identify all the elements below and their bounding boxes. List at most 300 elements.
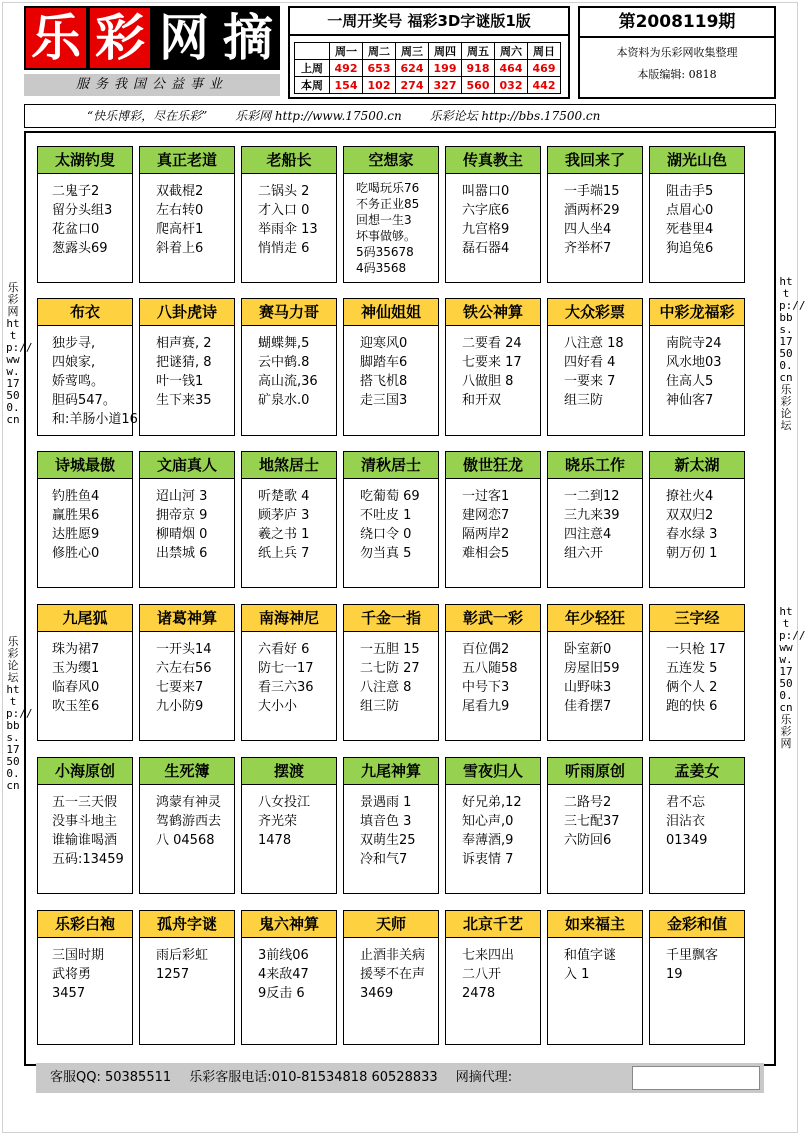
- riddle-line: 大小小: [258, 699, 298, 714]
- riddle-author: 摆渡: [242, 758, 336, 785]
- riddle-card: [547, 298, 643, 436]
- riddle-author: 诗城最傲: [38, 452, 132, 479]
- riddle-text: [446, 938, 540, 1003]
- riddle-line: 六字底6: [462, 203, 510, 218]
- riddle-text: [140, 632, 234, 716]
- riddle-card: [241, 757, 337, 894]
- riddle-line: 出禁城 6: [156, 546, 208, 561]
- riddle-line: 止酒非关病: [360, 948, 426, 963]
- riddle-card: [241, 451, 337, 588]
- riddle-text: [242, 632, 336, 716]
- riddle-line: 泪沾衣: [666, 814, 706, 829]
- riddle-line: 和开双: [462, 393, 502, 408]
- riddle-card: [37, 298, 138, 436]
- riddle-line: 迢山河 3: [156, 489, 208, 504]
- riddle-grid: [24, 131, 776, 1066]
- riddle-line: 难相会5: [462, 546, 510, 561]
- riddle-card: [445, 757, 541, 894]
- riddle-line: 入 1: [564, 967, 590, 982]
- riddle-text: [140, 785, 234, 850]
- draw-number: 032: [495, 77, 528, 94]
- logo-char-4: 摘: [216, 6, 280, 70]
- right-side-site-text: http://www.17500.cn 乐彩网: [779, 605, 806, 750]
- riddle-line: 九小防9: [156, 699, 204, 714]
- riddle-text: [242, 479, 336, 563]
- riddle-card: [547, 451, 643, 588]
- riddle-line: 1478: [258, 833, 292, 848]
- riddle-text: [548, 938, 642, 984]
- riddle-line: 五一三天假: [52, 795, 118, 810]
- riddle-card: [649, 298, 745, 436]
- riddle-text: [446, 785, 540, 869]
- riddle-line: 吃葡萄 69: [360, 489, 420, 504]
- riddle-line: 跑的快 6: [666, 699, 718, 714]
- riddle-line: 回想一生3: [356, 213, 412, 227]
- riddle-card: [547, 604, 643, 741]
- riddle-line: 房屋旧59: [564, 661, 620, 676]
- riddle-line: 和值字谜: [564, 948, 617, 963]
- riddle-line: 吃喝玩乐76: [356, 181, 420, 195]
- riddle-line: 君不忘: [666, 795, 706, 810]
- riddle-line: 双萌生25: [360, 833, 416, 848]
- riddle-line: 脚踏车6: [360, 355, 408, 370]
- draw-results-title: 一周开奖号 福彩3D字谜版1版: [290, 8, 568, 36]
- riddle-line: 二八开: [462, 967, 502, 982]
- riddle-line: 风水地03: [666, 355, 722, 370]
- draw-number: 199: [429, 60, 462, 77]
- riddle-card: [37, 451, 133, 588]
- riddle-author: 千金一指: [344, 605, 438, 632]
- riddle-line: 组六开: [564, 546, 604, 561]
- weekday: 周四: [429, 43, 462, 60]
- riddle-line: 奉薄酒,9: [462, 833, 514, 848]
- riddle-line: 冷和气7: [360, 852, 408, 867]
- riddle-line: 好兄弟,12: [462, 795, 522, 810]
- riddle-line: 南院寺24: [666, 336, 722, 351]
- riddle-author: 九尾神算: [344, 758, 438, 785]
- riddle-line: 19: [666, 967, 683, 982]
- riddle-text: [650, 174, 744, 258]
- riddle-author: 传真教主: [446, 147, 540, 174]
- customer-qq: 客服QQ: 50385511: [50, 1070, 172, 1085]
- riddle-author: 铁公神算: [446, 299, 540, 326]
- riddle-author: 真正老道: [140, 147, 234, 174]
- riddle-line: 娇莺鸣。: [52, 374, 105, 389]
- riddle-line: 八注意 18: [564, 336, 624, 351]
- riddle-text: [140, 326, 234, 410]
- riddle-line: 三九来39: [564, 508, 620, 523]
- riddle-line: 四人坐4: [564, 222, 612, 237]
- riddle-line: 柳晴烟 0: [156, 527, 208, 542]
- riddle-line: 二鬼子2: [52, 184, 100, 199]
- editor-note: 本版编辑: 0818: [637, 68, 717, 81]
- draw-number: 560: [462, 77, 495, 94]
- logo-char-2: 彩: [88, 6, 152, 70]
- draw-number: 469: [528, 60, 561, 77]
- logo-char-1: 乐: [24, 6, 88, 70]
- weekly-draw-table: [294, 42, 561, 94]
- this-week-label: 本周: [295, 77, 330, 94]
- riddle-line: 不吐皮 1: [360, 508, 412, 523]
- riddle-text: [242, 174, 336, 258]
- customer-phone: 乐彩客服电话:010-81534818 60528833: [189, 1070, 438, 1085]
- riddle-line: 建网恋7: [462, 508, 510, 523]
- riddle-line: 谁输谁喝酒: [52, 833, 118, 848]
- riddle-author: 雪夜归人: [446, 758, 540, 785]
- riddle-text: [344, 938, 438, 1003]
- riddle-card: [139, 604, 235, 741]
- riddle-line: 绕口令 0: [360, 527, 412, 542]
- riddle-line: 听楚歌 4: [258, 489, 310, 504]
- riddle-line: 七要来7: [156, 680, 204, 695]
- riddle-line: 一开头14: [156, 642, 212, 657]
- riddle-author: 地煞居士: [242, 452, 336, 479]
- riddle-author: 神仙姐姐: [344, 299, 438, 326]
- riddle-card: [343, 604, 439, 741]
- riddle-line: 五连发 5: [666, 661, 718, 676]
- riddle-card: [547, 910, 643, 1045]
- riddle-text: [140, 174, 234, 258]
- weekday: 周三: [396, 43, 429, 60]
- draw-number: 653: [363, 60, 396, 77]
- riddle-line: 四好看 4: [564, 355, 616, 370]
- site-link[interactable]: 乐彩网 http://www.17500.cn: [235, 109, 402, 123]
- riddle-line: 尾看九9: [462, 699, 510, 714]
- riddle-line: 不务正业85: [356, 197, 420, 211]
- riddle-line: 三七配37: [564, 814, 620, 829]
- draw-results-box: [288, 6, 570, 99]
- riddle-line: 云中鹤.8: [258, 355, 310, 370]
- riddle-line: 二路号2: [564, 795, 612, 810]
- riddle-author: 如来福主: [548, 911, 642, 938]
- riddle-text: [38, 785, 132, 869]
- riddle-line: 双截棍2: [156, 184, 204, 199]
- riddle-line: 五码:13459: [52, 852, 124, 867]
- riddle-text: [548, 632, 642, 716]
- riddle-line: 齐举杯7: [564, 241, 612, 256]
- riddle-line: 01349: [666, 833, 708, 848]
- draw-number: 442: [528, 77, 561, 94]
- riddle-card: [445, 451, 541, 588]
- riddle-line: 九宫格9: [462, 222, 510, 237]
- riddle-line: 1257: [156, 967, 190, 982]
- issue-box: [578, 6, 776, 99]
- riddle-author: 生死簿: [140, 758, 234, 785]
- riddle-line: 左右转0: [156, 203, 204, 218]
- riddle-text: [548, 785, 642, 850]
- riddle-card: [649, 604, 745, 741]
- riddle-line: 爬高杆1: [156, 222, 204, 237]
- riddle-card: [343, 451, 439, 588]
- riddle-line: 酒两杯29: [564, 203, 620, 218]
- riddle-line: 八注意 8: [360, 680, 412, 695]
- riddle-author: 北京千艺: [446, 911, 540, 938]
- riddle-line: 点眉心0: [666, 203, 714, 218]
- riddle-line: 珠为裙7: [52, 642, 100, 657]
- riddle-line: 六左右56: [156, 661, 212, 676]
- riddle-line: 卧室新0: [564, 642, 612, 657]
- riddle-text: [344, 479, 438, 563]
- riddle-line: 双双归2: [666, 508, 714, 523]
- riddle-text: [650, 632, 744, 716]
- riddle-line: 钓胜鱼4: [52, 489, 100, 504]
- riddle-line: 山野味3: [564, 680, 612, 695]
- riddle-text: [38, 938, 132, 1003]
- riddle-author: 孟姜女: [650, 758, 744, 785]
- logo-char-3: 网: [152, 6, 216, 70]
- riddle-line: 二七防 27: [360, 661, 420, 676]
- riddle-line: 阻击手5: [666, 184, 714, 199]
- riddle-text: [242, 785, 336, 850]
- riddle-line: 3469: [360, 986, 394, 1001]
- riddle-text: [38, 174, 132, 258]
- riddle-author: 九尾狐: [38, 605, 132, 632]
- agent-label: 网摘代理:: [455, 1070, 513, 1085]
- last-week-row: [295, 60, 561, 77]
- draw-number: 154: [330, 77, 363, 94]
- agent-input[interactable]: [632, 1066, 760, 1090]
- riddle-line: 矿泉水.0: [258, 393, 310, 408]
- riddle-text: [242, 326, 336, 410]
- riddle-text: [38, 479, 132, 563]
- riddle-card: [445, 298, 541, 436]
- draw-number: 464: [495, 60, 528, 77]
- draw-number: 327: [429, 77, 462, 94]
- riddle-author: 晓乐工作: [548, 452, 642, 479]
- riddle-text: [548, 479, 642, 563]
- riddle-line: 齐光荣: [258, 814, 298, 829]
- riddle-line: 3前线06: [258, 948, 309, 963]
- riddle-card: [445, 604, 541, 741]
- riddle-line: 3457: [52, 986, 86, 1001]
- riddle-line: 相声赛, 2: [156, 336, 212, 351]
- riddle-line: 顾茅庐 3: [258, 508, 310, 523]
- riddle-text: [242, 938, 336, 1003]
- riddle-line: 武将勇: [52, 967, 92, 982]
- riddle-card: [241, 604, 337, 741]
- riddle-author: 孤舟字谜: [140, 911, 234, 938]
- riddle-text: [548, 174, 642, 258]
- riddle-author: 我回来了: [548, 147, 642, 174]
- last-week-label: 上周: [295, 60, 330, 77]
- riddle-author: 湖光山色: [650, 147, 744, 174]
- riddle-author: 文庙真人: [140, 452, 234, 479]
- riddle-line: 鸿蒙有神灵: [156, 795, 222, 810]
- riddle-line: 修胜心0: [52, 546, 100, 561]
- riddle-line: 吹玉笙6: [52, 699, 100, 714]
- riddle-line: 百位偶2: [462, 642, 510, 657]
- motto: “快乐博彩，尽在乐彩”: [87, 109, 208, 123]
- riddle-line: 5码35678: [356, 245, 414, 259]
- riddle-author: 金彩和值: [650, 911, 744, 938]
- riddle-card: [547, 757, 643, 894]
- riddle-line: 达胜愿9: [52, 527, 100, 542]
- riddle-line: 留分头组3: [52, 203, 113, 218]
- riddle-card: [241, 298, 337, 436]
- riddle-line: 9反击 6: [258, 986, 305, 1001]
- riddle-line: 没事斗地主: [52, 814, 118, 829]
- riddle-line: 八 04568: [156, 833, 215, 848]
- riddle-line: 4码3568: [356, 261, 407, 275]
- riddle-author: 太湖钓叟: [38, 147, 132, 174]
- riddle-line: 二锅头 2: [258, 184, 310, 199]
- riddle-author: 老船长: [242, 147, 336, 174]
- riddle-line: 走三国3: [360, 393, 408, 408]
- riddle-line: 防七一17: [258, 661, 314, 676]
- riddle-line: 一只枪 17: [666, 642, 726, 657]
- riddle-card: [241, 910, 337, 1045]
- riddle-line: 佳肴摆7: [564, 699, 612, 714]
- riddle-line: 狗追兔6: [666, 241, 714, 256]
- riddle-text: [650, 479, 744, 563]
- riddle-line: 羲之书 1: [258, 527, 310, 542]
- riddle-line: 援琴不在声: [360, 967, 426, 982]
- riddle-card: [37, 146, 133, 283]
- riddle-line: 四娘家,: [52, 355, 96, 370]
- riddle-line: 独步寻,: [52, 336, 96, 351]
- riddle-line: 斜着上6: [156, 241, 204, 256]
- riddle-line: 组三防: [360, 699, 400, 714]
- riddle-card: [547, 146, 643, 283]
- left-side-forum-text: 乐彩论坛 http://bbs.17500.cn: [6, 635, 33, 792]
- riddle-line: 叶一钱1: [156, 374, 204, 389]
- draw-number: 102: [363, 77, 396, 94]
- riddle-text: [140, 938, 234, 984]
- riddle-line: 五八随58: [462, 661, 518, 676]
- riddle-author: 小海原创: [38, 758, 132, 785]
- weekday: 周日: [528, 43, 561, 60]
- riddle-line: 举雨伞 13: [258, 222, 318, 237]
- site-logo: [24, 6, 280, 70]
- riddle-line: 一过客1: [462, 489, 510, 504]
- riddle-line: 景遇雨 1: [360, 795, 412, 810]
- riddle-card: [241, 146, 337, 283]
- riddle-card: [343, 757, 439, 894]
- riddle-text: [650, 326, 744, 410]
- riddle-card: [139, 298, 235, 436]
- riddle-card: [37, 757, 133, 894]
- riddle-card: [37, 604, 133, 741]
- weekday-row: [295, 43, 561, 60]
- riddle-line: 葱露头69: [52, 241, 108, 256]
- riddle-line: 纸上兵 7: [258, 546, 310, 561]
- riddle-line: 填音色 3: [360, 814, 412, 829]
- riddle-line: 雨后彩虹: [156, 948, 209, 963]
- riddle-line: 知心声,0: [462, 814, 514, 829]
- riddle-author: 布衣: [38, 299, 132, 326]
- riddle-line: 高山流,36: [258, 374, 318, 389]
- riddle-author: 八卦虎诗: [140, 299, 234, 326]
- riddle-line: 拥帝京 9: [156, 508, 208, 523]
- riddle-line: 叫嚣口0: [462, 184, 510, 199]
- riddle-author: 赛马力哥: [242, 299, 336, 326]
- riddle-card: [445, 910, 541, 1045]
- riddle-line: 临春风0: [52, 680, 100, 695]
- riddle-line: 诉衷情 7: [462, 852, 514, 867]
- riddle-author: 天师: [344, 911, 438, 938]
- riddle-card: [139, 146, 235, 283]
- riddle-card: [445, 146, 541, 283]
- riddle-text: [140, 479, 234, 563]
- riddle-text: [446, 326, 540, 410]
- riddle-line: 四注意4: [564, 527, 612, 542]
- riddle-line: 4来敌47: [258, 967, 309, 982]
- riddle-line: 六防回6: [564, 833, 612, 848]
- riddle-line: 隔两岸2: [462, 527, 510, 542]
- riddle-author: 鬼六神算: [242, 911, 336, 938]
- riddle-line: 神仙客7: [666, 393, 714, 408]
- riddle-line: 中号下3: [462, 680, 510, 695]
- riddle-card: [139, 757, 235, 894]
- this-week-row: [295, 77, 561, 94]
- riddle-line: 朝万仞 1: [666, 546, 718, 561]
- riddle-line: 搭飞机8: [360, 374, 408, 389]
- riddle-line: 蝴蝶舞,5: [258, 336, 310, 351]
- forum-link[interactable]: 乐彩论坛 http://bbs.17500.cn: [429, 109, 601, 123]
- riddle-line: 俩个人 2: [666, 680, 718, 695]
- riddle-author: 中彩龙福彩: [650, 299, 744, 326]
- riddle-line: 一要来 7: [564, 374, 616, 389]
- draw-number: 274: [396, 77, 429, 94]
- riddle-text: [446, 174, 540, 258]
- riddle-author: 听雨原创: [548, 758, 642, 785]
- riddle-author: 年少轻狂: [548, 605, 642, 632]
- riddle-author: 彰武一彩: [446, 605, 540, 632]
- riddle-line: 千里飘客: [666, 948, 719, 963]
- riddle-text: [344, 326, 438, 410]
- riddle-line: 悄悄走 6: [258, 241, 310, 256]
- riddle-line: 组三防: [564, 393, 604, 408]
- riddle-line: 三国时期: [52, 948, 105, 963]
- riddle-line: 住高人5: [666, 374, 714, 389]
- riddle-text: [38, 632, 132, 716]
- issue-number: 第2008119期: [580, 8, 774, 38]
- right-side-forum-text: http://bbs.17500.cn 乐彩论坛: [779, 275, 806, 432]
- weekday: 周一: [330, 43, 363, 60]
- riddle-text: [344, 174, 438, 276]
- riddle-line: 胆码547。: [52, 393, 116, 408]
- riddle-line: 磊石器4: [462, 241, 510, 256]
- riddle-text: [548, 326, 642, 410]
- riddle-card: [139, 910, 235, 1045]
- riddle-line: 七来四出: [462, 948, 515, 963]
- riddle-card: [343, 146, 439, 283]
- draw-number: 492: [330, 60, 363, 77]
- draw-number: 624: [396, 60, 429, 77]
- source-note: 本资料为乐彩网收集整理: [616, 46, 738, 59]
- riddle-line: 和:羊肠小道16: [52, 412, 138, 427]
- riddle-author: 清秋居士: [344, 452, 438, 479]
- riddle-line: 一二到12: [564, 489, 620, 504]
- riddle-author: 乐彩白袍: [38, 911, 132, 938]
- riddle-text: [446, 632, 540, 716]
- riddle-line: 把谜猜, 8: [156, 355, 212, 370]
- riddle-card: [37, 910, 133, 1045]
- riddle-line: 玉为缨1: [52, 661, 100, 676]
- riddle-card: [649, 146, 745, 283]
- riddle-line: 迎寒风0: [360, 336, 408, 351]
- riddle-author: 大众彩票: [548, 299, 642, 326]
- riddle-author: 南海神尼: [242, 605, 336, 632]
- riddle-line: 一手端15: [564, 184, 620, 199]
- riddle-line: 坏事做够。: [356, 229, 417, 243]
- site-bar: [24, 104, 776, 128]
- riddle-card: [649, 757, 745, 894]
- riddle-line: 一五胆 15: [360, 642, 420, 657]
- riddle-line: 八女投江: [258, 795, 311, 810]
- riddle-card: [649, 910, 745, 1045]
- riddle-line: 撩社火4: [666, 489, 714, 504]
